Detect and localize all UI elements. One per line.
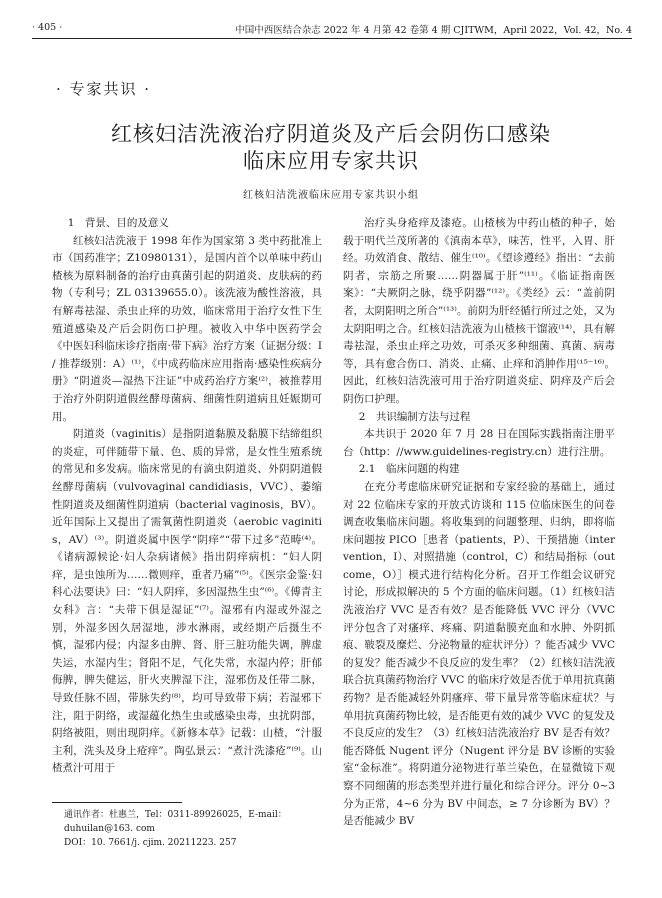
footnote-rule xyxy=(52,802,182,803)
right-column xyxy=(343,215,615,831)
section-heading-2: 2 共识编制方法与过程 xyxy=(358,410,471,423)
article-title-line-1: 红核妇洁洗液治疗阴道炎及产后会阴伤口感染 xyxy=(111,122,551,146)
running-header xyxy=(32,22,632,39)
section-tag: · 专家共识 · xyxy=(56,80,152,98)
doi-footnote: DOI：10. 7661/j. cjim. 20211223. 257 xyxy=(64,838,237,848)
left-column xyxy=(52,215,322,778)
paragraph: 治疗头身疮痒及漆疮。山楂核为中药山楂的种子，始载于明代兰茂所著的《滇南本草》，味苦，性平，入胃、肝经。功效消食、散结、催生⁽¹⁰⁾。《望诊遵经》指出：“去前阴者，宗筋之所聚……阴器属于肝”⁽¹¹⁾。《临证指南医案》：“夫厥阴之脉，绕乎阴器”⁽¹²⁾。《类经》云：“盖前阴者，太阴阳明之所合”⁽¹³⁾。前阴为肝经循行所过之处，又为太阴阳明之合。红核妇洁洗液为山楂核干馏液⁽¹⁴⁾，具有解毒祛湿，杀虫止痒之功效，可杀灭多种细菌、真菌、病毒等，具有愈合伤口、消炎、止痛、止痒和消肿作用⁽¹⁵⁻¹⁶⁾。因此，红核妇洁洗液可用于治疗阴道炎症、阴痒及产后会阴伤口护理。 xyxy=(343,217,615,405)
subsection-heading-2-1: 2.1 临床问题的构建 xyxy=(358,463,460,476)
paragraph: 阴道炎（vaginitis）是指阴道黏膜及黏膜下结缔组织的炎症，可伴随带下量、色、质的异常，是女性生殖系统的常见和多发病。临床常见的有滴虫阴道炎、外阴阴道假丝酵母菌病（vulvovaginal candidiasis，VVC）、萎缩性阴道炎及细菌性阴道病（bacterial vaginosis，BV）。近年国际上又提出了需氧菌性阴道炎（aerobic vaginitis，AV）⁽³⁾。阴道炎属中医学“阴痒”“带下过多”范畴⁽⁴⁾。《诸病源候论·妇人杂病诸候》指出阴痒病机：“妇人阴痒，是虫蚀所为……微则痒，重者乃痛”⁽⁵⁾。《医宗金鉴·妇科心法要诀》曰：“妇人阴痒，多因湿热生虫”⁽⁶⁾。《傅青主女科》言：“夫带下俱是湿证”⁽⁷⁾。湿邪有内湿或外湿之别，外湿多因久居湿地，涉水淋雨，或经期产后摄生不慎，湿邪内侵；内湿多由脾、肾、肝三脏功能失调，脾虚失运，水湿内生；肾阳不足，气化失常，水湿内停；肝郁侮脾，脾失健运，肝火夹脾湿下注，湿邪伤及任带二脉，导致任脉不固，带脉失约⁽⁸⁾，均可导致带下病；若湿邪下注，阻于阴络，或湿蕴化热生虫或感染虫毒，虫扰阴部，阴络被阻，则出现阴痒。《新修本草》记载：山楂，“汁服主利，洗头及身上疮痒”。陶弘景云：“煮汁洗漆疮”⁽⁹⁾。山楂煮汁可用于 xyxy=(52,428,322,775)
journal-citation: 中国中西医结合杂志 2022 年 4 月第 42 卷第 4 期 CJITWM，April 2022，Vol. 42，No. 4 xyxy=(235,25,632,36)
article-title-line-2: 临床应用专家共识 xyxy=(243,149,419,173)
paragraph: 红核妇洁洗液于 1998 年作为国家第 3 类中药批准上市（国药准字；Z10980131），是国内首个以单味中药山楂核为原料制备的治疗由真菌引起的阴道炎、皮肤病的药物（专利号；ZL 03139655.0）。该洗液为酸性溶液，具有解毒祛湿、杀虫止痒的功效，临床常用于治疗女性下生殖道感染及产后会阴伤口护理。被收入中华中医药学会《中医妇科临床诊疗指南·带下病》治疗方案（证据分级：Ⅰ / 推荐级别：A）⁽¹⁾，《中成药临床应用指南·感染性疾病分册》“阴道炎—湿热下注证”中成药治疗方案⁽²⁾，被推荐用于治疗外阴阴道假丝酵母菌病、细菌性阴道病且妊娠期可用。 xyxy=(52,234,322,423)
paragraph: 本共识于 2020 年 7 月 28 日在国际实践指南注册平台（http：//www.guidelines-registry.cn）进行注册。 xyxy=(343,428,615,458)
page-number: · 405 · xyxy=(32,22,63,33)
correspondence-footnote: 通讯作者：杜惠兰，Tel：0311-89926025，E-mail：duhuilan@163. com xyxy=(64,810,287,834)
paragraph: 在充分考虑临床研究证据和专家经验的基础上，通过对 22 位临床专家的开放式访谈和 115 位临床医生的问卷调查收集临床问题。将收集到的问题整理、归纳，即将临床问题按 PICO［患者（patients，P）、干预措施（intervention，I）、对照措施（control，C）和结局指标（outcome，O）］模式进行结构化分析。召开工作组会议研究讨论，形成拟解决的 5 个方面的临床问题。（1）红核妇洁洗液治疗 VVC 是否有效？是否能降低 VVC 评分（VVC 评分包含了对瘙痒、疼痛、阴道黏膜充血和水肿、外阴抓痕、皲裂及糜烂、分泌物量的症状评分）？能否减少 VVC 的复发？能否减少不良反应的发生率？（2）红核妇洁洗液联合抗真菌药物治疗 VVC 的临床疗效是否优于单用抗真菌药物？是否能减轻外阴瘙痒、带下量异常等临床症状？与单用抗真菌药物比较，是否能更有效的减少 VVC 的复发及不良反应的发生？（3）红核妇洁洗液治疗 BV 是否有效？能否降低 Nugent 评分（Nugent 评分是 BV 诊断的实验室“金标准”。将阴道分泌物进行革兰染色，在显微镜下观察不同细菌的形态类型并进行量化和综合评分。评分 0~3 分为正常，4~6 分为 BV 中间态，≥ 7 分诊断为 BV）？是否能减少 BV xyxy=(343,480,615,828)
section-heading-1: 1 背景、目的及意义 xyxy=(67,217,169,229)
author-group: 红核妇洁洗液临床应用专家共识小组 xyxy=(243,190,419,201)
